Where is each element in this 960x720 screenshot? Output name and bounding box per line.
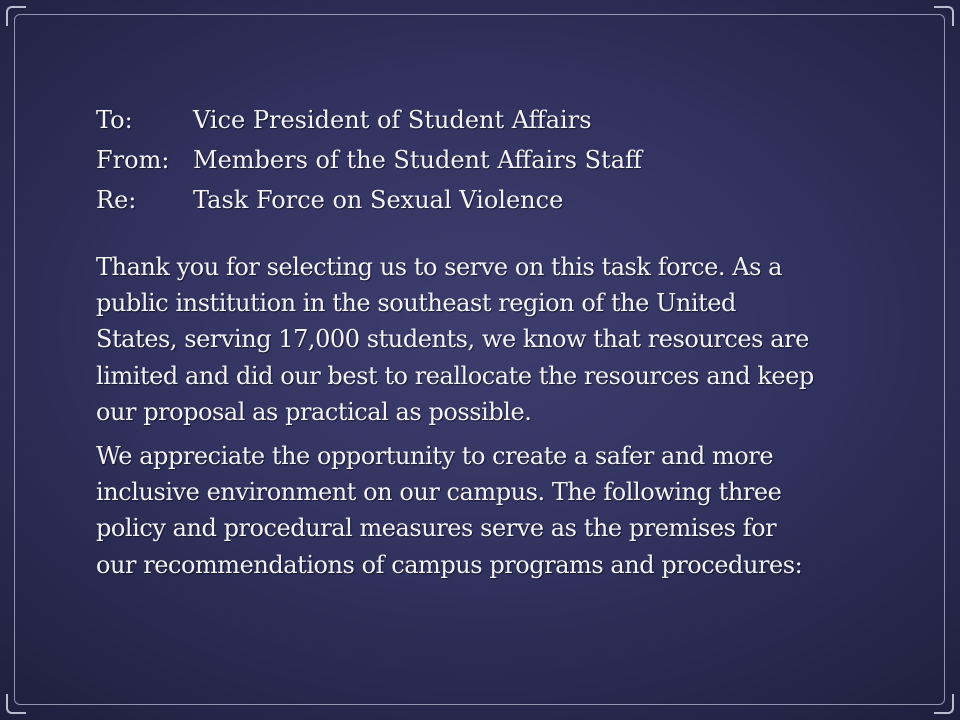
paragraph-line: our recommendations of campus programs and procedures: [96,550,803,579]
memo-row-re [96,184,856,224]
paragraph-line: Thank you for selecting us to serve on this task force. As a [96,253,783,281]
memo-to-label: To: [96,106,133,134]
memo-from-value: Members of the Student Affairs Staff [193,146,643,174]
paragraph-line: limited and did our best to reallocate the resources and keep [96,361,814,390]
paragraph-line: public institution in the southeast region of the United [96,289,736,318]
memo-re-value: Task Force on Sexual Violence [193,186,564,214]
memo-row-from [96,144,856,184]
frame-corner-bottom-right [934,694,954,714]
memo-re-label: Re: [96,186,137,214]
paragraph-line: policy and procedural measures serve as the premises for [96,514,777,543]
body-paragraph-2 [96,438,856,583]
memo-from-label: From: [96,146,170,174]
memo-row-to [96,104,856,144]
paragraph-line: inclusive environment on our campus. The following three [96,478,782,507]
paragraph-line: We appreciate the opportunity to create a safer and more [96,442,774,471]
paragraph-line: States, serving 17,000 students, we know that resources are [96,325,809,354]
memo-to-value: Vice President of Student Affairs [193,106,592,134]
body-paragraph-1 [96,249,856,430]
memo-header [96,104,856,224]
frame-corner-top-left [6,6,26,26]
frame-corner-bottom-left [6,694,26,714]
paragraph-line: our proposal as practical as possible. [96,397,532,426]
slide-content [96,104,856,583]
frame-corner-top-right [934,6,954,26]
